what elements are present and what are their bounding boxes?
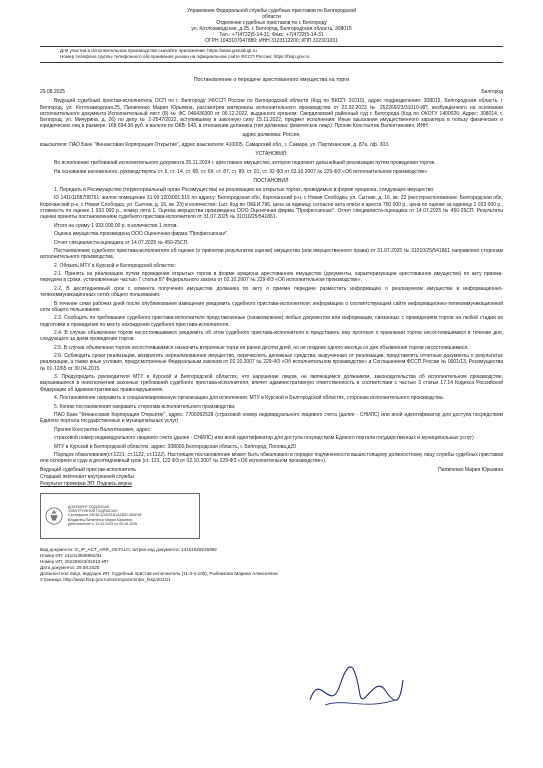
resolution-item: Постановление судебного пристава-исполнителя об оценке (о принятии результатов оценки) имущества (или имущественного права) от 31.07.2025 № 31010/25/541861 направлено сторонам исполнительного производства. xyxy=(40,248,503,261)
stamp-line: Владелец Пилипенко Мария Юрьевна xyxy=(68,517,133,522)
resolution-item: 2.3. Сообщать по требованию судебного пристава-исполнителя представленные (ознакомление) любых документов или информации, связанных с проведением торгов на любой стадии их подготовки и проведения по месту нахождения судебного пристава-исполнителя. xyxy=(40,315,503,328)
document-city: Белгород xyxy=(481,89,503,96)
document-footer xyxy=(40,547,503,583)
footer-line: Номер ИП: 141013808992/84 xyxy=(40,552,102,558)
resolution-item: Отчет специалиста-оценщика от 14.07.2025 № 450-25СП. xyxy=(54,239,189,246)
signer-name: Пилипенко Мария Юрьевна xyxy=(438,466,503,473)
document-date: 29.08.2025 xyxy=(40,89,66,96)
intro-paragraph: Ведущий судебный пристав-исполнитель ОСП по г. Белгороду УФССП России по Белгородской области (Код по ВКСП: 31010), адрес подразделения: 308015, Белгородская область, г Белгород, ул. Котлозаводская,25, Пилипенко Мария Юрьевна, рассмотрев материалы исполнительного производства от 22.02.2023 № 252269/23/31010-ИП, возбужденного на основании исполнительного документа Исполнительный лист (8) № ФС 046436300 от 06.12.2022, выданного органом: Свердловский районный суд г. Белгорода (Код по ОКОГУ 1400026; Адрес: 308014, г. Белгород, ул. Мичурина, д. 26) по делу № 2-2547/2022, вступившему в законную силу 15.11.2022, предмет исполнения: Иные взыскания имущественного характера в пользу физических и юридических лиц в размере: 168 694.36 руб. в валюте по ОКВ: 643, в отношении должника (тип должника: физическое лицо): Проняк Константин Валентинович, ИНН xyxy=(40,98,503,130)
header-org-line: ОГРН 1043107047880; ИНН 3123112200; КПП 312301001 xyxy=(205,38,338,44)
header-org-line: Управление Федеральной службы судебных приставов по Белгородской xyxy=(186,8,357,14)
header-org-line: ул. Котлозаводская, д.25, г. Белгород, Белгородская область, 308015 xyxy=(191,26,352,32)
signer-row xyxy=(40,467,503,473)
resolution-item: 2.1. Принять на реализацию путем проведения открытых торгов в форме аукциона арестованное имущество (документы, характеризующие арестованное имущество) по акту приема-передачи в сроки, установленные частью 7 статьи 87 Федерального закона от 02.10.2007 № 229-ФЗ «Об исполнительном производстве». xyxy=(40,271,503,284)
header-org-line: Тел.: +7(4722)5-14-31; Факс: +7(4722)5-14-31 xyxy=(219,32,324,38)
handwritten-signature xyxy=(305,660,405,720)
claimant-paragraph: взыскателя: ПАО Банк "Финансовая Корпорация Открытие", адрес взыскателя: 410005, Самарский обл., г. Самара, ул. Партизанская, д. 87а, оф. 303, xyxy=(40,141,390,148)
resolution-item: ID 14101158708761: жилое помещение 31:09:1203001:515 по адресу: Белгородская обл, Корочанский р-н, с Новая Слободка, ул. Сытник, д. 16, кв. 23 (месторасположение: Белгородская обл, Корочанский р-н, с Новая Слободка, ул. Сытник, д. 16, кв. 23) в количестве: 1шт. Код по ОКЕИ 796, цена за единицу согласно акта описи и ареста 750 000 р., цена по оценке за единицу 1 933 000 р., стоимость по оценке 1 933 000 р., номер лота 1. Оценка имущества произведена ООО Оценочная фирма "Профессионал". Отчет специалиста-оценщика от 14.07.2025 № 450-25СП. Результаты оценки приняты постановлением судебного пристава-исполнителя от 31.07.2025 № 31010/25/541861. xyxy=(40,195,503,221)
header-sub-line: Для участия в исполнительном производстве скачайте приложение: https://www.gosuslugi.ru xyxy=(60,48,257,53)
stamp-line: ДОКУМЕНТ ПОДПИСАН xyxy=(68,504,110,509)
resolution-item: В течение семи рабочих дней после опубликования извещения уведомить судебного пристава-исполнителя: информацию о соответствующем сайте информационно-телекоммуникационной сети общего пользования. xyxy=(40,300,503,313)
resolution-item: 5. Копию постановления направить сторонам исполнительного производства: xyxy=(54,403,236,410)
resolution-item: 2.4. В случае объявления торгов несостоявшимися уведомить об этом судебного пристава-исполнителя и представить ему протокол о признании торгов несостоявшимися в течение дня, следующего за днем проведения торгов. xyxy=(40,330,503,343)
stamp-line: Действителен с 12.03.2025 по 05.06.2026 xyxy=(68,522,138,527)
copy-recipient: МТУ в Курской и Белгородской областях, адрес: 308000,Белгородская область, г. Белгород, Попова,д20 xyxy=(54,443,296,450)
header-divider xyxy=(40,46,503,47)
electronic-signature-stamp xyxy=(40,493,200,539)
signer-title: Ведущий судебный пристав-исполнитель xyxy=(40,466,137,473)
header-sub-line: Номер телефона группы телефонного обслуживания указан на официальном сайте ФССП России: https://fssp.gov.ru xyxy=(60,54,310,59)
footer-line: Страница: http://www.fssp.gov.ru/iss/respace/order_fssp/2022/1 xyxy=(40,576,171,582)
copy-recipient: страховой номер индивидуального лицевого счета (далее - СНИЛС) или иной идентификатор для доступа посредством Единого портала государственных и муниципальных услуг) xyxy=(54,435,474,442)
emblem-icon xyxy=(45,507,63,525)
resolved-heading: ПОСТАНОВИЛ: xyxy=(253,177,290,184)
stamp-line: Сертификат 04E6C1D0001B1A2B3C4D5E6F xyxy=(68,513,142,518)
footer-line: Номер ИП: 252269/23/31010-ИП xyxy=(40,558,109,564)
footer-line: Должностное лицо, ведущее ИП: Судебный пристав-исполнитель (11-3-4-105), Рыбникова Марина Алексеевна xyxy=(40,570,278,576)
resolution-item: 2.6. Соблюдать сроки реализации, возвратить нереализованное имущество, перечислить денежные средства, вырученные от реализации, представлять отчетные документы о результатах реализации, а также иные условия, предусмотренные Федеральным законом от 02.10.2007 № 229-ФЗ «Об исполнительном производстве» и Соглашением ФССП России № 0001/13, Росимущества № 01-12/65 от 30.04.2015. xyxy=(40,353,503,372)
resolution-item: 2. Обязать МТУ в Курской и Белгородской областях: xyxy=(54,262,176,269)
header-org-line: Отделение судебных приставов по г. Белгороду xyxy=(216,20,327,26)
document-header xyxy=(82,8,462,44)
copy-recipient: ПАО Банк "Финансовая Корпорация Открытие", адрес: 7706092528 (страховой номер индивидуального лицевого счета (далее - СНИЛС) или иной идентификатор для доступа посредством Единого портала государственных и муниципальных услуг) xyxy=(40,412,503,425)
signer-rank: Старший лейтенант внутренней службы xyxy=(40,474,134,481)
resolution-item: Оценка имущества произведена ООО Оценочная фирма "Профессионал". xyxy=(54,231,229,238)
resolution-item: Итого на сумму 1 933 000,00 р. в количестве 1 лотов. xyxy=(54,222,178,229)
stamp-line: ЭЛЕКТРОННОЙ ПОДПИСЬЮ xyxy=(68,509,118,514)
debtor-address: адрес должника: Россия, xyxy=(242,132,301,139)
stamp-text xyxy=(68,505,142,526)
copy-recipient: Проняк Константин Валентинович, адрес: xyxy=(54,426,152,433)
footer-line: Вид документа: О_IP_ACT_ARR_GETALG; Штрих-код документа: 14101528246992 xyxy=(40,546,217,552)
established-paragraph: Во исполнение требований исполнительного документа 25.11.2024 г. арестовано имущество, которое подлежит дальнейшей реализации путем проведения торгов. xyxy=(54,160,436,167)
footer-line: Дата документа: 29.08.2025 xyxy=(40,564,100,570)
date-city-row xyxy=(40,89,503,95)
appeal-procedure: Порядок обжалования(ст.1221; ст.1122, ст.1122). Настоящее постановление может быть обжаловано в порядке подчиненности вышестоящему должностному лицу службы судебных приставов или оспорено в суде в десятидневный срок (ст. 121, 122 ФЗ от 02.10.2007 № 229-ФЗ «Об исполнительном производстве»). xyxy=(40,452,503,465)
signature-check: Результат проверки ЭП: Подпись верна xyxy=(40,481,132,488)
document-title: Постановление о передаче арестованного имущества на торги xyxy=(193,77,350,83)
resolution-item: 2.2. В десятидневный срок с момента получения имущества должника по акту о приеме передаче разместить информацию о реализуемом имуществе в информационно-телекоммуникационных сетях общего пользования. xyxy=(40,285,503,299)
header-divider xyxy=(40,62,503,63)
established-paragraph: На основании изложенного, руководствуясь ст. 6, ст. 14, ст. 68, ст. 69, ст. 87, ст. 89, ст. 91, ст. 92 ФЗ от 02.10.2007 № 229-ФЗ «Об исполнительном производстве» xyxy=(54,168,428,175)
header-org-line: области xyxy=(262,14,281,20)
signer-extra-row xyxy=(40,474,503,480)
resolution-item: 2.5. В случае объявления торгов несостоявшимися назначить вторичные торги не ранее десяти дней, но не позднее одного месяца со дня объявления торгов несостоявшимися. xyxy=(54,344,469,351)
resolution-item: 1. Передать в Росимущество (территориальный орган Росимущества) на реализацию на открытых торгах, проводимых в форме аукциона, следующее имущество: xyxy=(54,186,435,193)
established-heading: УСТАНОВИЛ: xyxy=(255,150,288,157)
resolution-item: 4. Постановление направить в специализированную организацию для исполнения: МТУ в Курской и Белгородской областях, сторонам исполнительного производства. xyxy=(54,395,445,402)
signer-extra-row xyxy=(40,481,503,487)
resolution-item: 3. Предупредить руководителя МТУ в Курской и Белгородской областях, что нарушение лицом, не являющимся должником, законодательства об исполнительном производстве, выразившееся в неисполнении законных требований судебного пристава-исполнителя, влечет административную ответственность в соответствии с частью 3 статьи 17.14 Кодекса Российской Федерации об административных правонарушениях. xyxy=(40,374,503,393)
